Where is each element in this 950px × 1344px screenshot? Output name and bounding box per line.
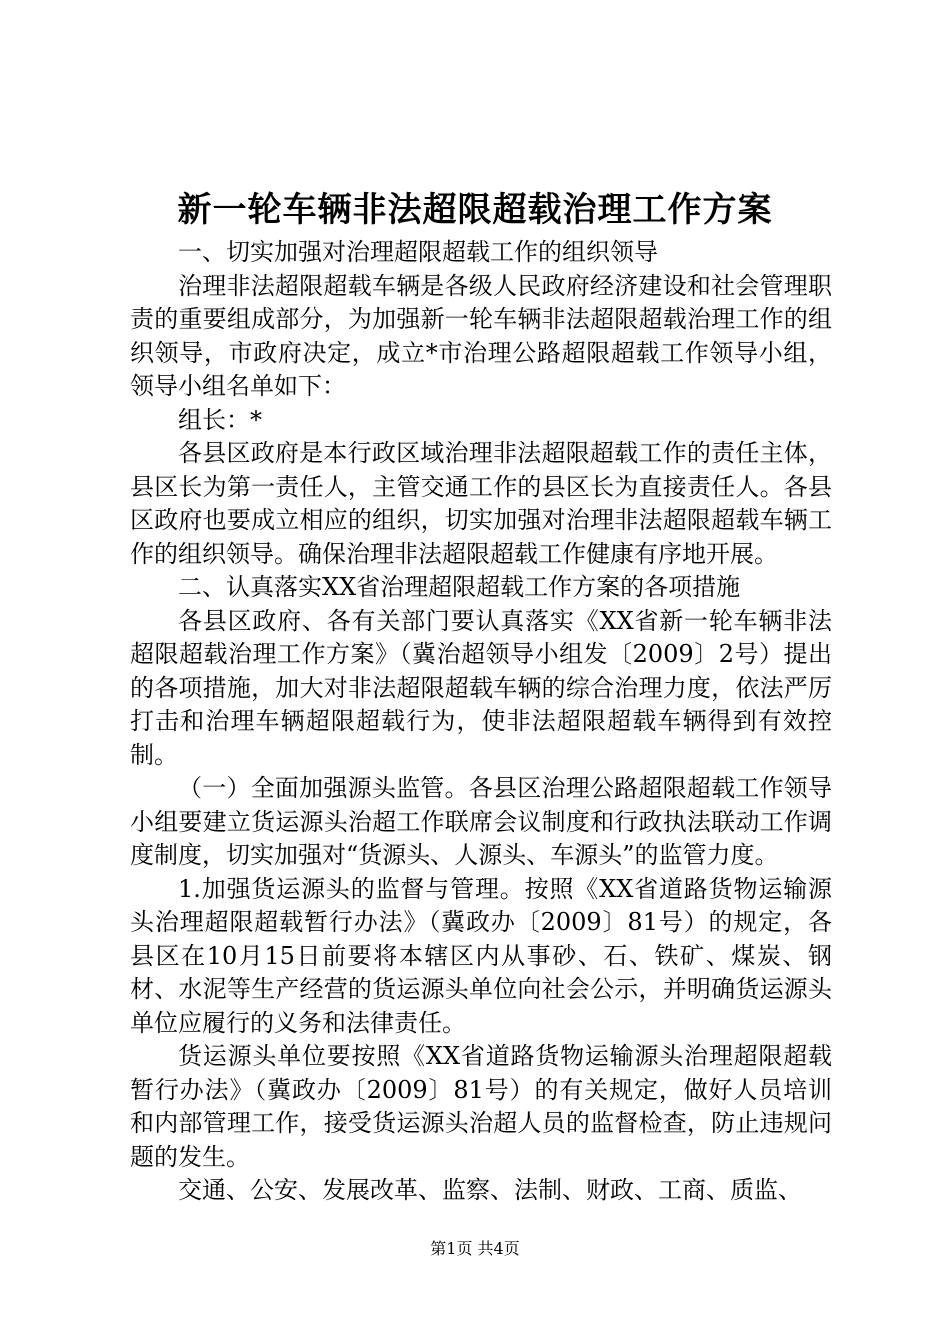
paragraph: 各县区政府、各有关部门要认真落实《XX省新一轮车辆非法超限超载治理工作方案》（冀治超领导小组发〔2009〕2号）提出的各项措施，加大对非法超限超载车辆的综合治理力度，依法严厉打击和治理车辆超限超载行为，使非法超限超载车辆得到有效控制。 [130, 606, 832, 769]
paragraph: （一）全面加强源头监管。各县区治理公路超限超载工作领导小组要建立货运源头治超工作联席会议制度和行政执法联动工作调度制度，切实加强对“货源头、人源头、车源头”的监管力度。 [130, 774, 832, 869]
section-heading-2: 二、认真落实XX省治理超限超载工作方案的各项措施 [178, 573, 741, 601]
page-footer: 第1页 共4页 [430, 1239, 520, 1258]
document-title: 新一轮车辆非法超限超载治理工作方案 [177, 190, 773, 230]
paragraph: 治理非法超限超载车辆是各级人民政府经济建设和社会管理职责的重要组成部分，为加强新一轮车辆非法超限超载治理工作的组织领导，市政府决定，成立*市治理公路超限超载工作领导小组，领导小组名单如下： [130, 271, 832, 400]
paragraph: 货运源头单位要按照《XX省道路货物运输源头治理超限超载暂行办法》（冀政办〔2009〕81号）的有关规定，做好人员培训和内部管理工作，接受货运源头治超人员的监督检查，防止违规问题的发生。 [130, 1042, 832, 1171]
section-heading-1: 一、切实加强对治理超限超载工作的组织领导 [178, 238, 658, 266]
paragraph: 交通、公安、发展改革、监察、法制、财政、工商、质监、 [178, 1176, 802, 1204]
paragraph: 各县区政府是本行政区域治理非法超限超载工作的责任主体，县区长为第一责任人，主管交通工作的县区长为直接责任人。各县区政府也要成立相应的组织，切实加强对治理非法超限超载车辆工作的组织领导。确保治理非法超限超载工作健康有序地开展。 [130, 439, 832, 568]
document-body [130, 236, 832, 1208]
paragraph: 1.加强货运源头的监督与管理。按照《XX省道路货物运输源头治理超限超载暂行办法》（冀政办〔2009〕81号）的规定，各县区在10月15日前要将本辖区内从事砂、石、铁矿、煤炭、钢材、水泥等生产经营的货运源头单位向社会公示，并明确货运源头单位应履行的义务和法律责任。 [130, 874, 832, 1037]
paragraph: 组长：* [178, 405, 262, 434]
